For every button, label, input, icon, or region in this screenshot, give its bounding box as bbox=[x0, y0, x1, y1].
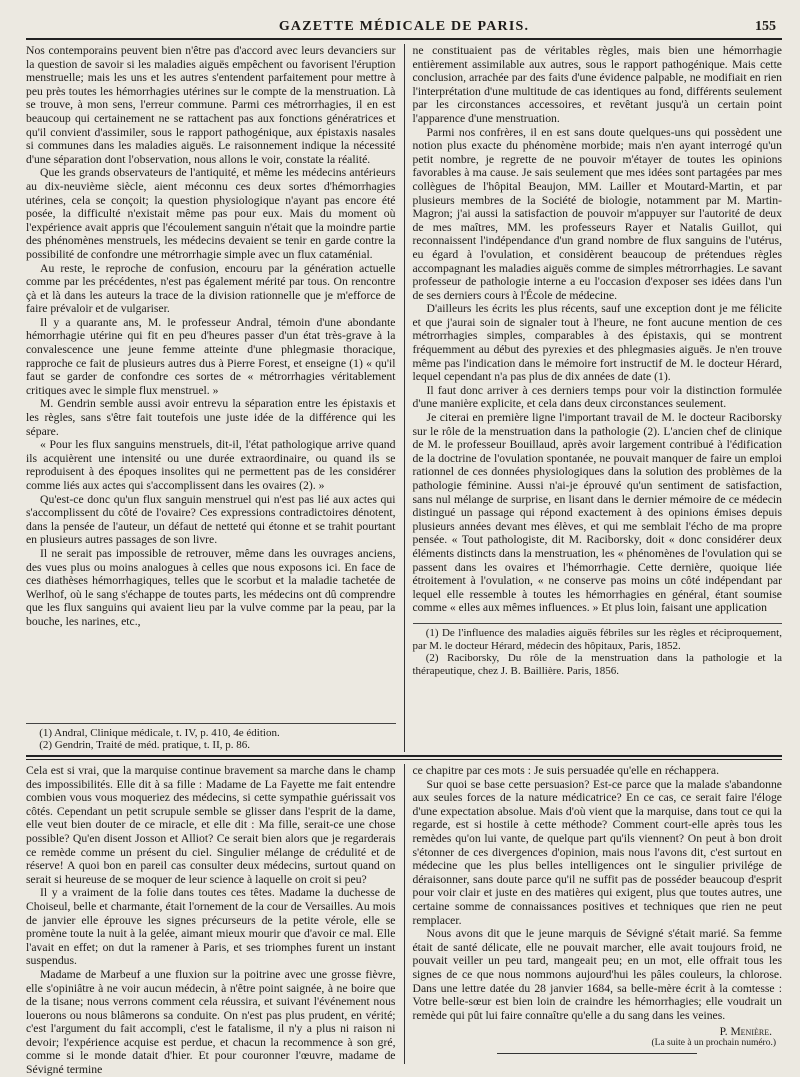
paragraph: Que les grands observateurs de l'antiquité, et même les médecins antérieurs au dix-neuvième siècle, aient méconnu ces deux sortes d'hémorrhagies utérines, cela se conçoit; la question physiologique n'ayant pas encore été posée, la difficulté n'existait même pas pour eux. Mais du moment où l'expérience avait appris que l'écoulement sanguin n'était que la moindre partie des phénomènes menstruels, les médecins devaient se tenir en garde contre la possibilité de confondre une métrorrhagie simple avec un flux cataménial. bbox=[26, 166, 396, 261]
right-column-text bbox=[413, 44, 783, 615]
author-signature: P. Menière. bbox=[719, 1026, 772, 1039]
paragraph: Au reste, le reproche de confusion, encouru par la génération actuelle comme par les précédentes, n'est pas également mérité par tous. On rencontre çà et là dans les auteurs la trace de la division rationnelle que je m'efforce de faire prévaloir et de vulgariser. bbox=[26, 261, 396, 316]
page-number: 155 bbox=[755, 19, 776, 34]
left-footnotes bbox=[26, 723, 396, 752]
feuilleton-paragraph: Sur quoi se base cette persuasion? Est-ce parce que la malade s'abandonne aux seules forces de la nature médicatrice? En ce cas, ce serait faire l'éloge d'une expectation absolue. Mais d'où vient que la marquise, dans tout ce qui la regarde, est si hostile à cette méthode? Comment court-elle après tous les remèdes qu'on lui vante, de quelque part qu'ils viennent? On peut à bon droit s'étonner de ces divergences d'opinion, mais nous l'avons dit, c'est surtout en médecine que les plus belles intelligences ont le singulier privilége de déraisonner, sans doute parce qu'il ne suffit pas de posséder beaucoup d'esprit pour voir clair et juste en des matières qui exigent, plus que toutes autres, une certaine somme de connaissances positives et techniques que rien ne peut remplacer. bbox=[412, 777, 782, 927]
feuilleton-paragraph: Cela est si vrai, que la marquise continue bravement sa marche dans le champ des impossibilités. Elle dit à sa fille : Madame de La Fayette me fait entendre combien vous vous moqueriez des médecins, si cette sympathie guérissait vos côtés. Cependant un petit scrupule semble se glisser dans l'esprit de la dame, elle veut bien douter de ce miracle, et elle dit : Ma fille, serait-ce une chose possible? Qu'en disent Josson et Alliot? Ce serait bien alors que je regarderais ce remède comme un présent du ciel. Singulier mélange de crédulité et de réserve! A quoi bon en pareil cas consulter deux médecins, surtout quand on serait si heureuse de se moquer de leur science à laquelle on croit si peu? bbox=[26, 764, 396, 886]
feuilleton-paragraph: Il y a vraiment de la folie dans toutes ces têtes. Madame la duchesse de Choiseul, belle et charmante, était l'ornement de la cour de Versailles. Au mois de janvier elle éprouve les signes précurseurs de la petite vérole, elle se promène toute la nuit à la gelée, aimant mieux mourir que d'avoir ce mal. Elle l'avait en effet; on dut la ramener à Paris, et ses triomphes furent un instant suspendus. bbox=[26, 886, 396, 968]
feuilleton-paragraph: Madame de Marbeuf a une fluxion sur la poitrine avec une grosse fièvre, elle s'opiniâtre à ne voir aucun médecin, à n'être point saignée, à ne boire que de la tisane; nous verrons comment cela réussira, et suivant l'événement nous louerons ou nous blâmerons sa conduite. On n'est pas plus prudent, en vérité; c'est l'argument du fait accompli, c'est le fatalisme, il n'y a plus ni raison ni devoir; l'expérience acquise est perdue, et chacun la recommence à son gré, comme si le monde datait d'hier. Et pour couronner l'œuvre, madame de Sévigné termine bbox=[26, 967, 396, 1077]
left-column bbox=[26, 44, 405, 752]
feuilleton-paragraph: Nous avons dit que le jeune marquis de Sévigné s'était marié. Sa femme était de santé délicate, elle ne pouvait marcher, elle avait toujours froid, ne pouvait veiller un peu tard, mangeait peu; en un mot, elle offrait tous les signes de ce que nous nommons aujourd'hui les pâles couleurs, la chlorose. Dans une lettre datée du 28 janvier 1684, sa belle-mère écrit à la comtesse : Votre belle-sœur est bien loin de craindre les hémorrhagies; elle voudrait un remède qui pût lui faire connaître qu'elle a du sang dans les veines. bbox=[412, 927, 782, 1022]
right-column bbox=[405, 44, 783, 752]
feuilleton-right-column bbox=[405, 764, 783, 1064]
feuilleton-left-text bbox=[26, 764, 396, 1077]
feuilleton-right-text bbox=[413, 764, 783, 1022]
paragraph: Nos contemporains peuvent bien n'être pas d'accord avec leurs devanciers sur la question de savoir si les maladies aiguës empêchent ou favorisent l'éruption menstruelle; mais les uns et les autres s'entendent parfaitement pour mettre à peu près toutes les hémorrhagies utérines sur le compte de la menstruation. Là se trouve, à mon sens, l'erreur commune. Parmi ces métrorrhagies, il en est beaucoup qui certainement ne se rattachent pas aux fonctions génératrices et qu'il convient d'assimiler, sous le rapport pathogénique, aux épistaxis nasales si communes dans les maladies aiguës. Le raisonnement indique la nécessité d'une séparation dont l'observation, nous allons le voir, constate la réalité. bbox=[26, 44, 396, 166]
paragraph: Il faut donc arriver à ces derniers temps pour voir la distinction formulée d'une manière explicite, et cela dans deux circonstances seulement. bbox=[412, 383, 782, 411]
feuilleton bbox=[26, 764, 782, 1077]
paragraph: ne constituaient pas de véritables règles, mais bien une hémorrhagie entièrement assimilable aux autres, sous le rapport pathogénique. Mais cette conclusion, arrachée par des faits d'une évidence palpable, ne modifiait en rien l'interprétation d'une multitude de cas identiques au fond, différents seulement par les circonstances accessoires, et revêtant jusqu'à un certain point l'apparence d'une menstruation. bbox=[412, 44, 782, 125]
paragraph: Je citerai en première ligne l'important travail de M. le docteur Raciborsky sur le rôle de la menstruation dans la pathologie (2). L'ancien chef de clinique de M. le professeur Bouillaud, après avoir largement contribué à l'édification de la doctrine de l'ovulation spontanée, ne pouvait manquer de faire un emploi rationnel de ces données physiologiques dans la solution des problèmes de la pathologie féminine. Aussi n'ai-je éprouvé qu'un sentiment de satisfaction, sans nul mélange de surprise, en lisant dans le dernier mémoire de ce médecin distingué un passage qui répond exactement à des opinions émises depuis plusieurs années devant mes élèves, et qui me semblait l'écho de ma propre pensée. « Tout pathologiste, dit M. Raciborsky, doit « donc considérer deux éléments distincts dans la menstruation, les « phénomènes de l'ovulation qui se passent dans les ovaires et l'hémorrhagie. Cette dernière, quoique liée étroitement à l'ovulation, « ne conserve pas moins un côté indépendant par lequel elle ressemble à toutes les hémorrhagies en général, étant soumise comme « elles aux mêmes influences. » Et plus loin, faisant une application bbox=[412, 411, 782, 615]
feuilleton-left-column bbox=[26, 764, 405, 1077]
continued-note: (La suite à un prochain numéro.) bbox=[651, 1038, 776, 1049]
feuilleton-divider bbox=[26, 755, 782, 760]
paragraph: Parmi nos confrères, il en est sans doute quelques-uns qui possèdent une notion plus exacte du phénomène morbide; mais n'en ayant interrogé qu'un petit nombre, je regrette de ne pouvoir m'étayer de toutes les opinions favorables à ma cause. Je sais seulement que mes idées sont partagées par mes collègues de l'hôpital Beaujon, MM. Lailler et Moutard-Martin, et par plusieurs membres de la Société de biologie, notamment par M. Martin-Magron; j'ai aussi la satisfaction de pouvoir m'appuyer sur l'autorité de deux de mes maîtres, MM. les professeurs Rayer et Natalis Guillot, qui reconnaissent l'indépendance d'un grand nombre de flux sanguins de l'utérus, eu égard à l'ovulation, et considèrent beaucoup de prétendues règles accompagnant les maladies aiguës comme de simples métrorrhagies. Le savant professeur de pathologie interne a eu l'occasion d'exposer ses idées dans l'un de ses derniers cours à l'École de médecine. bbox=[412, 125, 782, 302]
footnote: (2) Gendrin, Traité de méd. pratique, t. II, p. 86. bbox=[39, 739, 250, 752]
right-footnotes bbox=[413, 623, 783, 677]
end-rule bbox=[497, 1053, 697, 1054]
journal-title: GAZETTE MÉDICALE DE PARIS. bbox=[278, 19, 530, 34]
main-article bbox=[26, 44, 782, 752]
paragraph: « Pour les flux sanguins menstruels, dit-il, l'état pathologique arrive quand ils acquièrent une intensité ou une durée extraordinaire, ou quand ils se reproduisent à des époques insolites qui ne permettent pas de les considérer comme liés aux actes qui s'accomplissent dans les ovaires (2). » bbox=[26, 438, 396, 492]
paragraph: Qu'est-ce donc qu'un flux sanguin menstruel qui n'est pas lié aux actes qui s'accomplissent du côté de l'ovaire? Ces expressions contradictoires dénotent, dans la pensée de l'auteur, un défaut de netteté qui étonne et se trahit pourtant en plusieurs autres passages de son livre. bbox=[26, 492, 396, 547]
footnote: (1) De l'influence des maladies aiguës fébriles sur les règles et réciproquement, par M. le docteur Hérard, médecin des hôpitaux, Paris, 1852. bbox=[412, 626, 782, 652]
footnote: (2) Raciborsky, Du rôle de la menstruation dans la pathologie et la thérapeutique, chez J. B. Baillière. Paris, 1856. bbox=[412, 652, 782, 677]
footnote: (1) Andral, Clinique médicale, t. IV, p. 410, 4e édition. bbox=[39, 726, 280, 739]
left-column-text bbox=[26, 44, 396, 629]
page-header bbox=[26, 0, 782, 40]
paragraph: D'ailleurs les écrits les plus récents, sauf une exception dont je me félicite et que j'aurai soin de signaler tout à l'heure, ne font aucune mention de ces métrorrhagies simples, comparables à des épistaxis, qui se montrent fréquemment au début des pyrexies et des phlegmasies aiguës. Je n'en trouve même pas l'indication dans le mémoire fort instructif de M. le docteur Hérard, lequel cependant n'a pas plus de dix années de date (1). bbox=[412, 302, 782, 384]
paragraph: Il y a quarante ans, M. le professeur Andral, témoin d'une abondante hémorrhagie utérine qui fit en peu d'heures passer d'un état très-grave à la convalescence une jeune femme atteinte d'une phlegmasie thoracique, rapproche ce fait de plusieurs autres dus à Pierre Forest, et enseigne (1) « qu'il faut se garder de confondre ces sortes de « métrorrhagies véritablement critiques avec le simple flux menstruel. » bbox=[26, 315, 396, 397]
paragraph: M. Gendrin semble aussi avoir entrevu la séparation entre les épistaxis et les règles, sans s'être fait toutefois une juste idée de la différence qui les sépare. bbox=[26, 397, 396, 438]
paragraph: Il ne serait pas impossible de retrouver, même dans les ouvrages anciens, des vues plus ou moins analogues à celles que nous exposons ici. En face de ces diathèses hémorrhagiques, telles que le scorbut et la maladie tachetée de Werlhof, où le sang s'échappe de toutes parts, les médecins ont dû comprendre que les flux sanguins qui avaient lieu par la vulve comme par la peau, par la bouche, les narines, etc., bbox=[26, 546, 396, 628]
feuilleton-paragraph: ce chapitre par ces mots : Je suis persuadée qu'elle en réchappera. bbox=[412, 764, 719, 777]
